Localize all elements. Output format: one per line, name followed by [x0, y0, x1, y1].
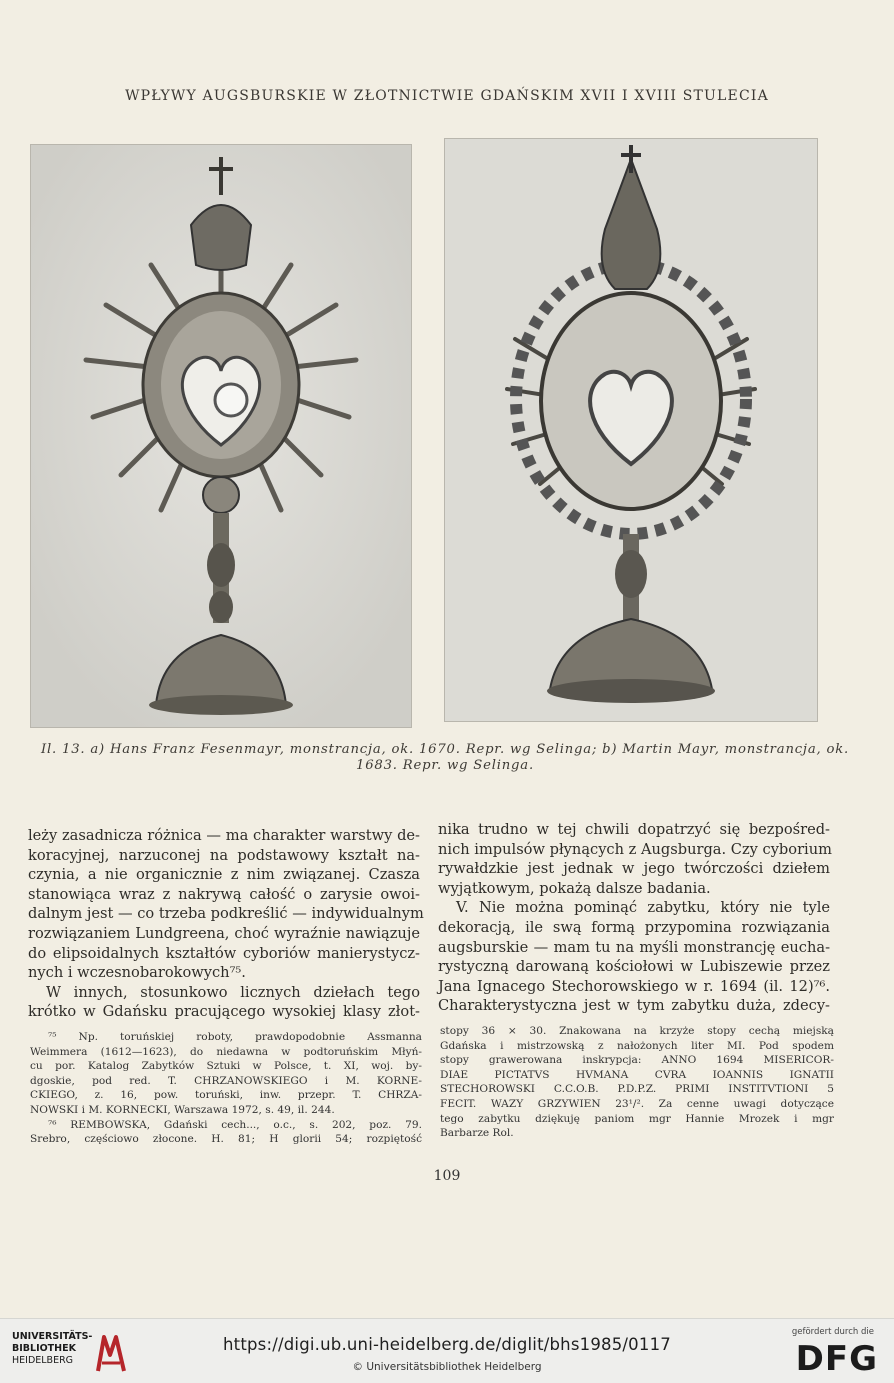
- institution-line: UNIVERSITÄTS-: [12, 1331, 93, 1342]
- caption-line: Il. 13. a) Hans Franz Fesenmayr, monstrancja, ok. 1670. Repr. wg Selinga; b) Martin Mayr, monstrancja, ok.: [41, 742, 849, 757]
- text-line: do elipsoidalnych kształtów cyboriów manierystycz-: [28, 944, 420, 962]
- text-line: nika trudno w tej chwili dopatrzyć się bezpośred-: [438, 821, 830, 838]
- text-line: rozwiązaniem Lundgreena, choć wyraźnie nawiązuje: [28, 924, 420, 942]
- text-line: Charakterystyczna jest w tym zabytku duża, zdecy-: [438, 997, 830, 1015]
- footnote-line: DIAE PICTATVS HVMANA CVRA IOANNIS IGNATII: [440, 1068, 834, 1081]
- text-line: stanowiąca wraz z nakrywą całość o zarysie owoi-: [28, 885, 420, 903]
- text-line: czynia, a nie organicznie z nim związanej. Czasza: [28, 866, 420, 884]
- text-line: W innych, stosunkowo licznych dziełach tego: [46, 983, 420, 1001]
- text-line: rywałdzkie jest jednak w jego twórczości dziełem: [438, 860, 830, 878]
- text-line: leży zasadnicza różnica — ma charakter warstwy de-: [28, 827, 420, 844]
- institution-line: BIBLIOTHEK: [12, 1343, 76, 1354]
- footnote-line: stopy grawerowana inskrypcja: ANNO 1694 MISERICOR-: [440, 1054, 834, 1067]
- text-line: dalnym jest — co trzeba podkreślić — indywidualnym: [28, 905, 424, 923]
- permalink-url[interactable]: https://digi.ub.uni-heidelberg.de/diglit/bhs1985/0117: [223, 1335, 671, 1354]
- footnote-line: Weimmera (1612—1623), do niedawna w podtoruńskim Młyń-: [30, 1045, 422, 1058]
- footnote-line: Gdańska i mistrzowską z nałożonych liter MI. Pod spodem: [440, 1039, 834, 1052]
- body-column-left: [28, 826, 424, 1022]
- footnote-line: Barbarze Rol.: [440, 1127, 514, 1140]
- footnote-line: STECHOROWSKI C.C.O.B. P.D.P.Z. PRIMI INSTITVTIONI 5: [440, 1083, 834, 1096]
- monstrance-photo-a: [30, 144, 412, 728]
- text-line: nych i wczesnobarokowych⁷⁵.: [28, 964, 246, 982]
- text-line: koracyjnej, narzuconej na podstawowy kształt na-: [28, 846, 420, 864]
- monstrance-a-illustration: [31, 145, 411, 727]
- footnote-line: tego zabytku dziękuję paniom mgr Hannie Mrozek i mgr: [440, 1112, 834, 1125]
- footnote-line: cu por. Katalog Zabytków Sztuki w Polsce, t. XI, woj. by-: [30, 1060, 422, 1073]
- text-line: dekoracją, ile swą formą przypomina rozwiązania: [438, 918, 830, 936]
- footnote-76: ⁷⁶ REMBOWSKA, Gdański cech..., o.c., s. 202, poz. 79.: [48, 1118, 422, 1131]
- footnotes-right: [440, 1024, 834, 1141]
- footnote-line: CKIEGO, z. 16, pow. toruński, inw. przepr. T. CHRZA-: [30, 1089, 422, 1102]
- footnote-line: NOWSKI i M. KORNECKI, Warszawa 1972, s. 49, il. 244.: [30, 1103, 335, 1116]
- dfg-logo[interactable]: DFG: [795, 1339, 878, 1379]
- footnote-line: dgoskie, pod red. T. CHRZANOWSKIEGO i M. KORNE-: [30, 1074, 422, 1087]
- figure-caption: [40, 742, 850, 774]
- text-line: nich impulsów płynących z Augsburga. Czy cyborium: [438, 840, 832, 858]
- copyright-notice: © Universitätsbibliothek Heidelberg: [352, 1361, 542, 1373]
- footnote-line: Srebro, częściowo złocone. H. 81; H glorii 54; rozpiętość: [30, 1133, 422, 1146]
- institution-line: HEIDELBERG: [12, 1355, 74, 1366]
- footnote-75: ⁷⁵ Np. toruńskiej roboty, prawdopodobnie Assmanna: [48, 1031, 422, 1043]
- text-line: augsburskie — mam tu na myśli monstrancję eucha-: [438, 938, 830, 956]
- monstrance-photo-b: [444, 138, 818, 722]
- text-line: Jana Ignacego Stechorowskiego w r. 1694 (il. 12)⁷⁶.: [438, 977, 830, 995]
- footnote-line: stopy 36 × 30. Znakowana na krzyże stopy cechą miejską: [440, 1025, 834, 1037]
- funding-note: gefördert durch die: [791, 1327, 874, 1337]
- text-line: krótko w Gdańsku pracującego wysokiej klasy złot-: [28, 1003, 420, 1021]
- text-line: rystyczną darowaną kościołowi w Lubiszewie przez: [438, 958, 830, 976]
- footnote-line: FECIT. WAZY GRZYWIEN 23¹/². Za cenne uwagi dotyczące: [440, 1097, 834, 1110]
- running-head: WPŁYWY AUGSBURSKIE W ZŁOTNICTWIE GDAŃSKIM XVII I XVIII STULECIA: [125, 88, 769, 104]
- caption-line: 1683. Repr. wg Selinga.: [356, 758, 534, 773]
- footnotes-left: [30, 1030, 422, 1147]
- viewer-footer: [0, 1318, 894, 1383]
- page-number: 109: [433, 1168, 461, 1184]
- body-column-right: [438, 820, 830, 1016]
- monstrance-b-illustration: [445, 139, 817, 721]
- text-line: wyjątkowym, pokażą dalsze badania.: [438, 879, 711, 897]
- text-line: V. Nie można pominąć zabytku, który nie tyle: [456, 899, 830, 917]
